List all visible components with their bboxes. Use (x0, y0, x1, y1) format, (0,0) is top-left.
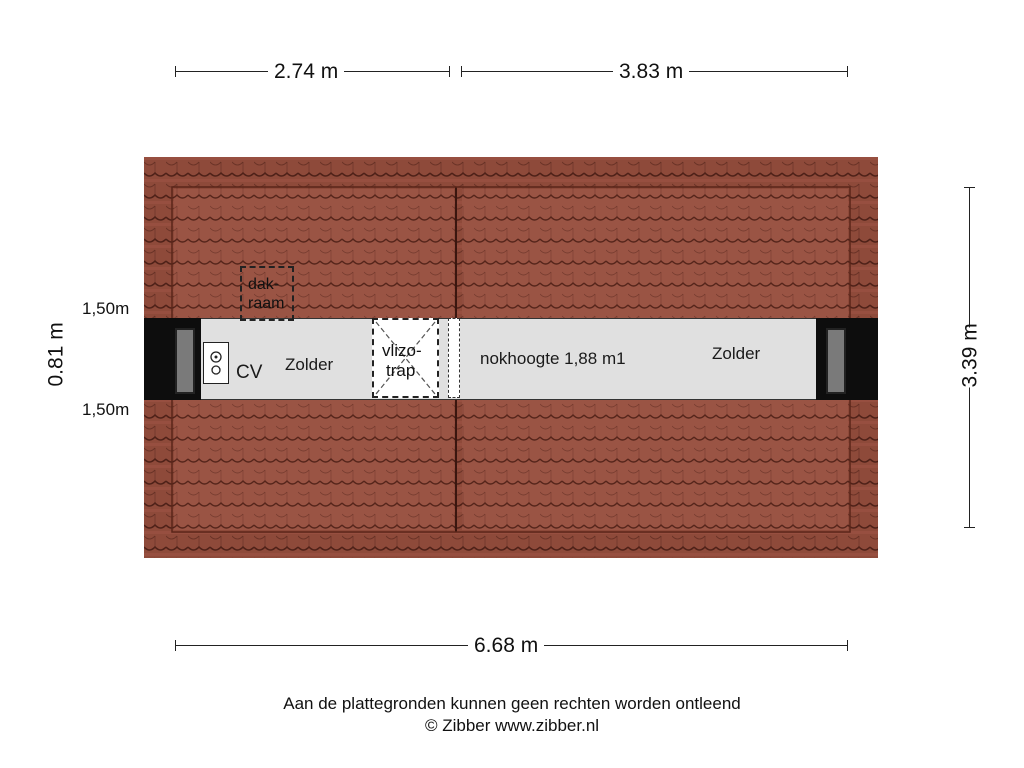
dim-left-height-label: 0.81 m (44, 322, 68, 387)
dim-top-left-label: 2.74 m (268, 61, 344, 82)
cv-label: CV (236, 362, 263, 383)
floor-plan (144, 157, 878, 558)
vlizotrap-label-1: vlizo- (382, 341, 422, 360)
chimney-right (816, 318, 878, 400)
ridge-height-label: nokhoogte 1,88 m1 (480, 349, 626, 368)
left-mark-top: 1,50m (82, 299, 130, 318)
room-zolder-left: Zolder (285, 355, 334, 374)
dim-right-height-label: 3.39 m (958, 323, 982, 388)
vlizotrap-hatch (372, 318, 439, 398)
chimney-left (144, 318, 201, 400)
footer-copyright: © Zibber www.zibber.nl (424, 716, 600, 735)
dim-top-right-label: 3.83 m (613, 61, 689, 82)
roof-window-label-2: raam (248, 295, 285, 312)
vlizotrap-label-2: trap (386, 361, 416, 380)
ridge-beam-opening (448, 318, 460, 398)
roof-window (240, 266, 294, 321)
dim-bottom-label: 6.68 m (468, 635, 544, 656)
room-zolder-right: Zolder (712, 344, 761, 363)
footer-disclaimer: Aan de plattegronden kunnen geen rechten worden ontleend (283, 694, 741, 713)
boiler-icon (203, 342, 229, 384)
left-mark-bottom: 1,50m (82, 400, 130, 419)
roof-window-label-1: dak- (248, 276, 280, 293)
